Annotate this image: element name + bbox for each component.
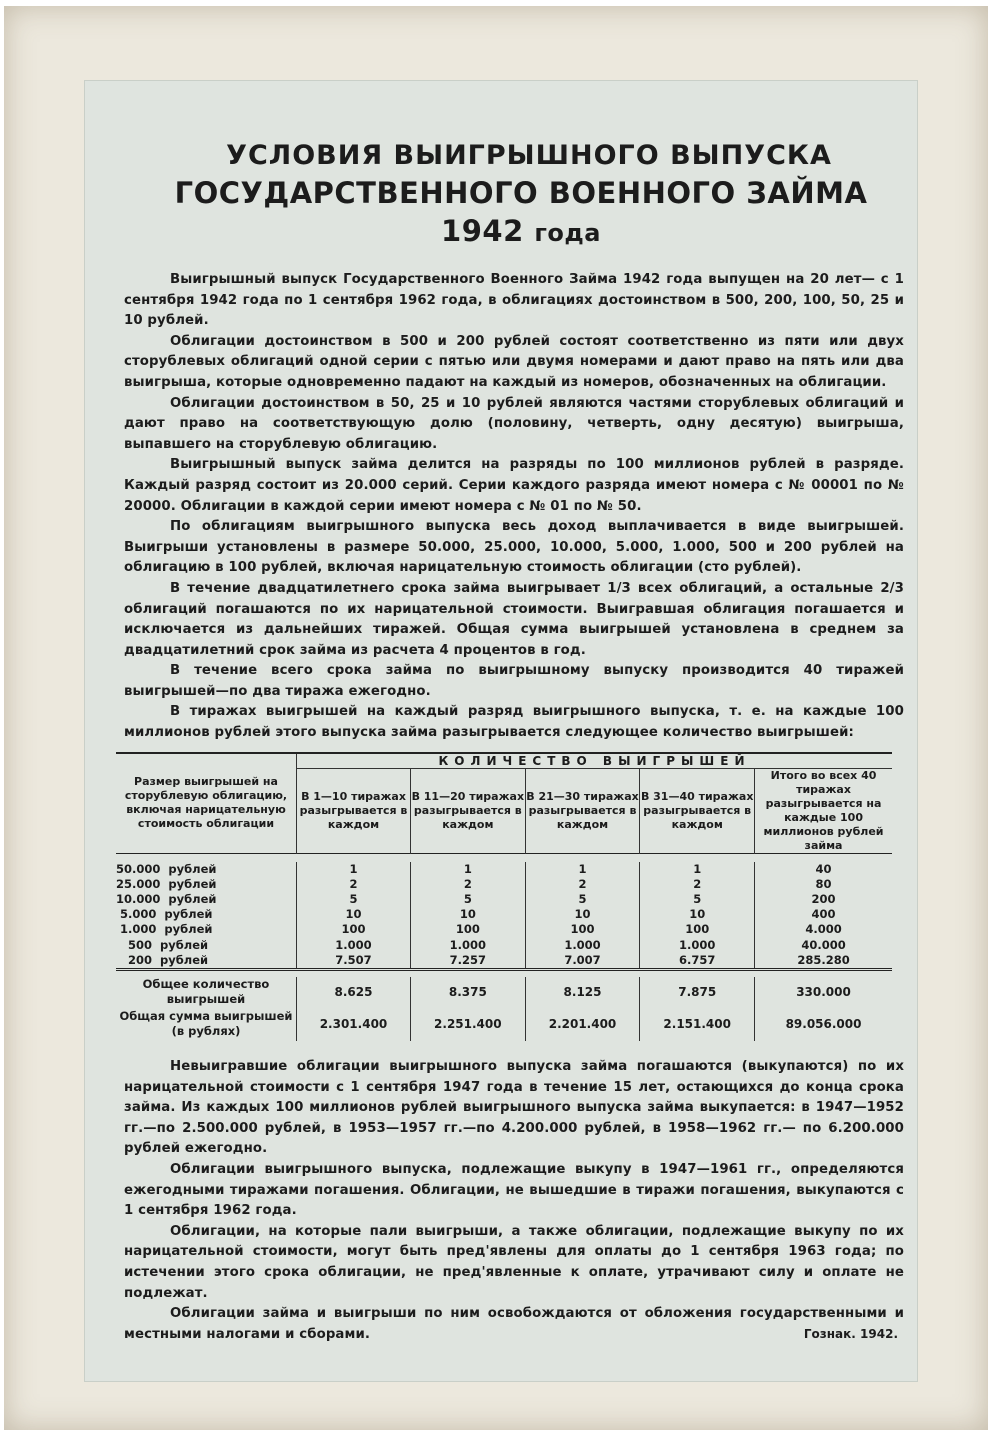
count-cell: 2 xyxy=(297,877,411,892)
prize-size: 200 рублей xyxy=(116,952,209,967)
column-header: В 1—10 тиражах разыгрывается в каждом xyxy=(297,768,411,853)
paragraph: Невыигравшие облигации выигрышного выпуска займа погашаются (выкупаются) по их нарицательной стоимости с 1 сентября 1947 года в течение 15 лет, остающихся до конца срока займа. Из каждых 100 миллионов рублей выигрышного выпуска займа выкупается: в 1947—1952 гг.—по 2.500.000 рублей, в 1953—1957 гг.—по 4.200.000 рублей, в 1958—1962 гг.— по 6.200.000 рублей ежегодно. xyxy=(124,1059,904,1157)
total-sum-cell: 2.251.400 xyxy=(410,1007,525,1041)
total-count-cell: 8.125 xyxy=(525,977,640,1007)
column-header: В 11—20 тиражах разыгрывается в каждом xyxy=(410,768,525,853)
paragraph: Выигрышный выпуск займа делится на разряды по 100 миллионов рублей в разряде. Каждый разряд состоит из 20.000 серий. Серии каждого разряда имеют номера с № 00001 по № 20000. Облигации в каждой серии имеют номера с № 01 по № 50. xyxy=(124,457,904,514)
column-header: Итого во всех 40 тиражах разыгрывается на каждые 100 миллионов рублей займа xyxy=(755,768,892,853)
count-cell: 6.757 xyxy=(640,953,755,970)
count-cell: 10 xyxy=(297,907,411,922)
title-line-2-tail: года xyxy=(534,219,601,247)
paragraph: Выигрышный выпуск Государственного Военного Займа 1942 года выпущен на 20 лет— с 1 сентября 1942 года по 1 сентября 1962 года, в облигациях достоинством в 500, 200, 100, 50, 25 и 10 рублей. xyxy=(124,272,904,329)
count-cell: 2 xyxy=(640,877,755,892)
closing-paragraphs xyxy=(124,1057,904,1345)
winnings-table xyxy=(116,752,892,1041)
count-cell: 100 xyxy=(410,922,525,937)
total-count-cell: 7.875 xyxy=(640,977,755,1007)
table-row xyxy=(116,892,892,907)
count-cell: 100 xyxy=(640,922,755,937)
prize-size: 1.000 рублей xyxy=(116,922,213,937)
count-cell: 1.000 xyxy=(640,938,755,953)
total-count-label: Общее количество выигрышей xyxy=(142,977,270,1007)
table-row xyxy=(116,953,892,970)
total-cell: 4.000 xyxy=(755,922,892,937)
prize-size: 50.000 рублей xyxy=(116,861,217,876)
count-cell: 7.507 xyxy=(297,953,411,970)
count-cell: 100 xyxy=(297,922,411,937)
count-cell: 1.000 xyxy=(297,938,411,953)
winnings-count-group-header: КОЛИЧЕСТВО ВЫИГРЫШЕЙ xyxy=(297,753,893,769)
count-cell: 7.007 xyxy=(525,953,640,970)
paragraph: В течение всего срока займа по выигрышному выпуску производится 40 тиражей выигрышей—по два тиража ежегодно. xyxy=(124,663,904,699)
count-cell: 1.000 xyxy=(525,938,640,953)
total-cell: 200 xyxy=(755,892,892,907)
paragraph: Облигации займа и выигрыши по ним освобождаются от обложения государственными и местными налогами и сборами. xyxy=(124,1306,904,1342)
column-header: В 21—30 тиражах разыгрывается в каждом xyxy=(525,768,640,853)
column-header: В 31—40 тиражах разыгрывается в каждом xyxy=(640,768,755,853)
terms-document xyxy=(116,138,904,1363)
prize-size: 25.000 рублей xyxy=(116,876,217,891)
count-cell: 2 xyxy=(525,877,640,892)
total-sum-cell: 2.151.400 xyxy=(640,1007,755,1041)
count-cell: 2 xyxy=(410,877,525,892)
total-sum-row xyxy=(116,1007,892,1041)
prize-size: 10.000 рублей xyxy=(116,892,217,907)
count-cell: 5 xyxy=(297,892,411,907)
count-cell: 10 xyxy=(410,907,525,922)
count-cell: 10 xyxy=(640,907,755,922)
total-count-cell: 330.000 xyxy=(755,977,892,1007)
count-cell: 1.000 xyxy=(410,938,525,953)
count-cell: 1 xyxy=(297,862,411,877)
count-cell: 10 xyxy=(525,907,640,922)
total-sum-cell: 2.201.400 xyxy=(525,1007,640,1041)
table-row xyxy=(116,938,892,953)
table-row xyxy=(116,862,892,877)
paragraph: Облигации достоинством в 50, 25 и 10 рублей являются частями сторублевых облигаций и дают право на соответствующую долю (половину, четверть, одну десятую) выигрыша, выпавшего на сторублевую облигацию. xyxy=(124,395,904,452)
printer-imprint: Гознак. 1942. xyxy=(803,1327,898,1342)
total-count-cell: 8.625 xyxy=(297,977,411,1007)
count-cell: 1 xyxy=(640,862,755,877)
total-count-cell: 8.375 xyxy=(410,977,525,1007)
total-sum-label: Общая сумма выигрышей (в рублях) xyxy=(119,1009,293,1039)
total-sum-cell: 2.301.400 xyxy=(297,1007,411,1041)
total-sum-cell: 89.056.000 xyxy=(755,1007,892,1041)
table-row xyxy=(116,922,892,937)
total-cell: 40.000 xyxy=(755,938,892,953)
total-cell: 80 xyxy=(755,877,892,892)
intro-paragraphs xyxy=(124,270,904,744)
paragraph: В тиражах выигрышей на каждый разряд выигрышного выпуска, т. е. на каждые 100 миллионов рублей этого выпуска займа разыгрывается следующее количество выигрышей: xyxy=(124,704,904,741)
paragraph: По облигациям выигрышного выпуска весь доход выплачивается в виде выигрышей. Выигрыши установлены в размере 50.000, 25.000, 10.000, 5.000, 1.000, 500 и 200 рублей на облигацию в 100 рублей, включая нарицательную стоимость облигации (сто рублей). xyxy=(124,519,904,576)
count-cell: 5 xyxy=(640,892,755,907)
paragraph: Облигации, на которые пали выигрыши, а также облигации, подлежащие выкупу по их нарицательной стоимости, могут быть пред'явлены для оплаты до 1 сентября 1963 года; по истечении этого срока облигации, не пред'явленные к оплате, утрачивают силу и оплате не подлежат. xyxy=(124,1223,904,1301)
table-row xyxy=(116,907,892,922)
count-cell: 5 xyxy=(525,892,640,907)
prize-size: 500 рублей xyxy=(116,937,209,952)
prize-size: 5.000 рублей xyxy=(116,907,213,922)
title-line-1: УСЛОВИЯ ВЫИГРЫШНОГО ВЫПУСКА xyxy=(226,140,832,171)
count-cell: 1 xyxy=(525,862,640,877)
count-cell: 5 xyxy=(410,892,525,907)
total-cell: 285.280 xyxy=(755,953,892,970)
paragraph: В течение двадцатилетнего срока займа выигрывает 1/3 всех облигаций, а остальные 2/3 облигаций погашаются по их нарицательной стоимости. Выигравшая облигация погашается и исключается из дальнейших тиражей. Общая сумма выигрышей установлена в среднем за двадцатилетний срок займа из расчета 4 процентов в год. xyxy=(124,580,904,658)
title-line-2-main: ГОСУДАРСТВЕННОГО ВОЕННОГО ЗАЙМА 1942 xyxy=(174,176,868,248)
paragraph: Облигации выигрышного выпуска, подлежащие выкупу в 1947—1961 гг., определяются ежегодными тиражами погашения. Облигации, не вышедшие в тиражи погашения, выкупаются с 1 сентября 1962 года. xyxy=(124,1162,904,1219)
total-cell: 400 xyxy=(755,907,892,922)
size-column-header: Размер выигрышей на сторублевую облигацию, включая нарицательную стоимость облигации xyxy=(124,775,288,831)
count-cell: 1 xyxy=(410,862,525,877)
count-cell: 100 xyxy=(525,922,640,937)
total-cell: 40 xyxy=(755,862,892,877)
total-count-row xyxy=(116,977,892,1007)
count-cell: 7.257 xyxy=(410,953,525,970)
title-line-2 xyxy=(138,174,904,252)
table-row xyxy=(116,877,892,892)
paragraph: Облигации достоинством в 500 и 200 рублей состоят соответственно из пяти или двух сторублевых облигаций одной серии с пятью или двумя номерами и дают право на пять или два выигрыша, которые одновременно падают на каждый из номеров, обозначенных на облигации. xyxy=(124,333,904,390)
